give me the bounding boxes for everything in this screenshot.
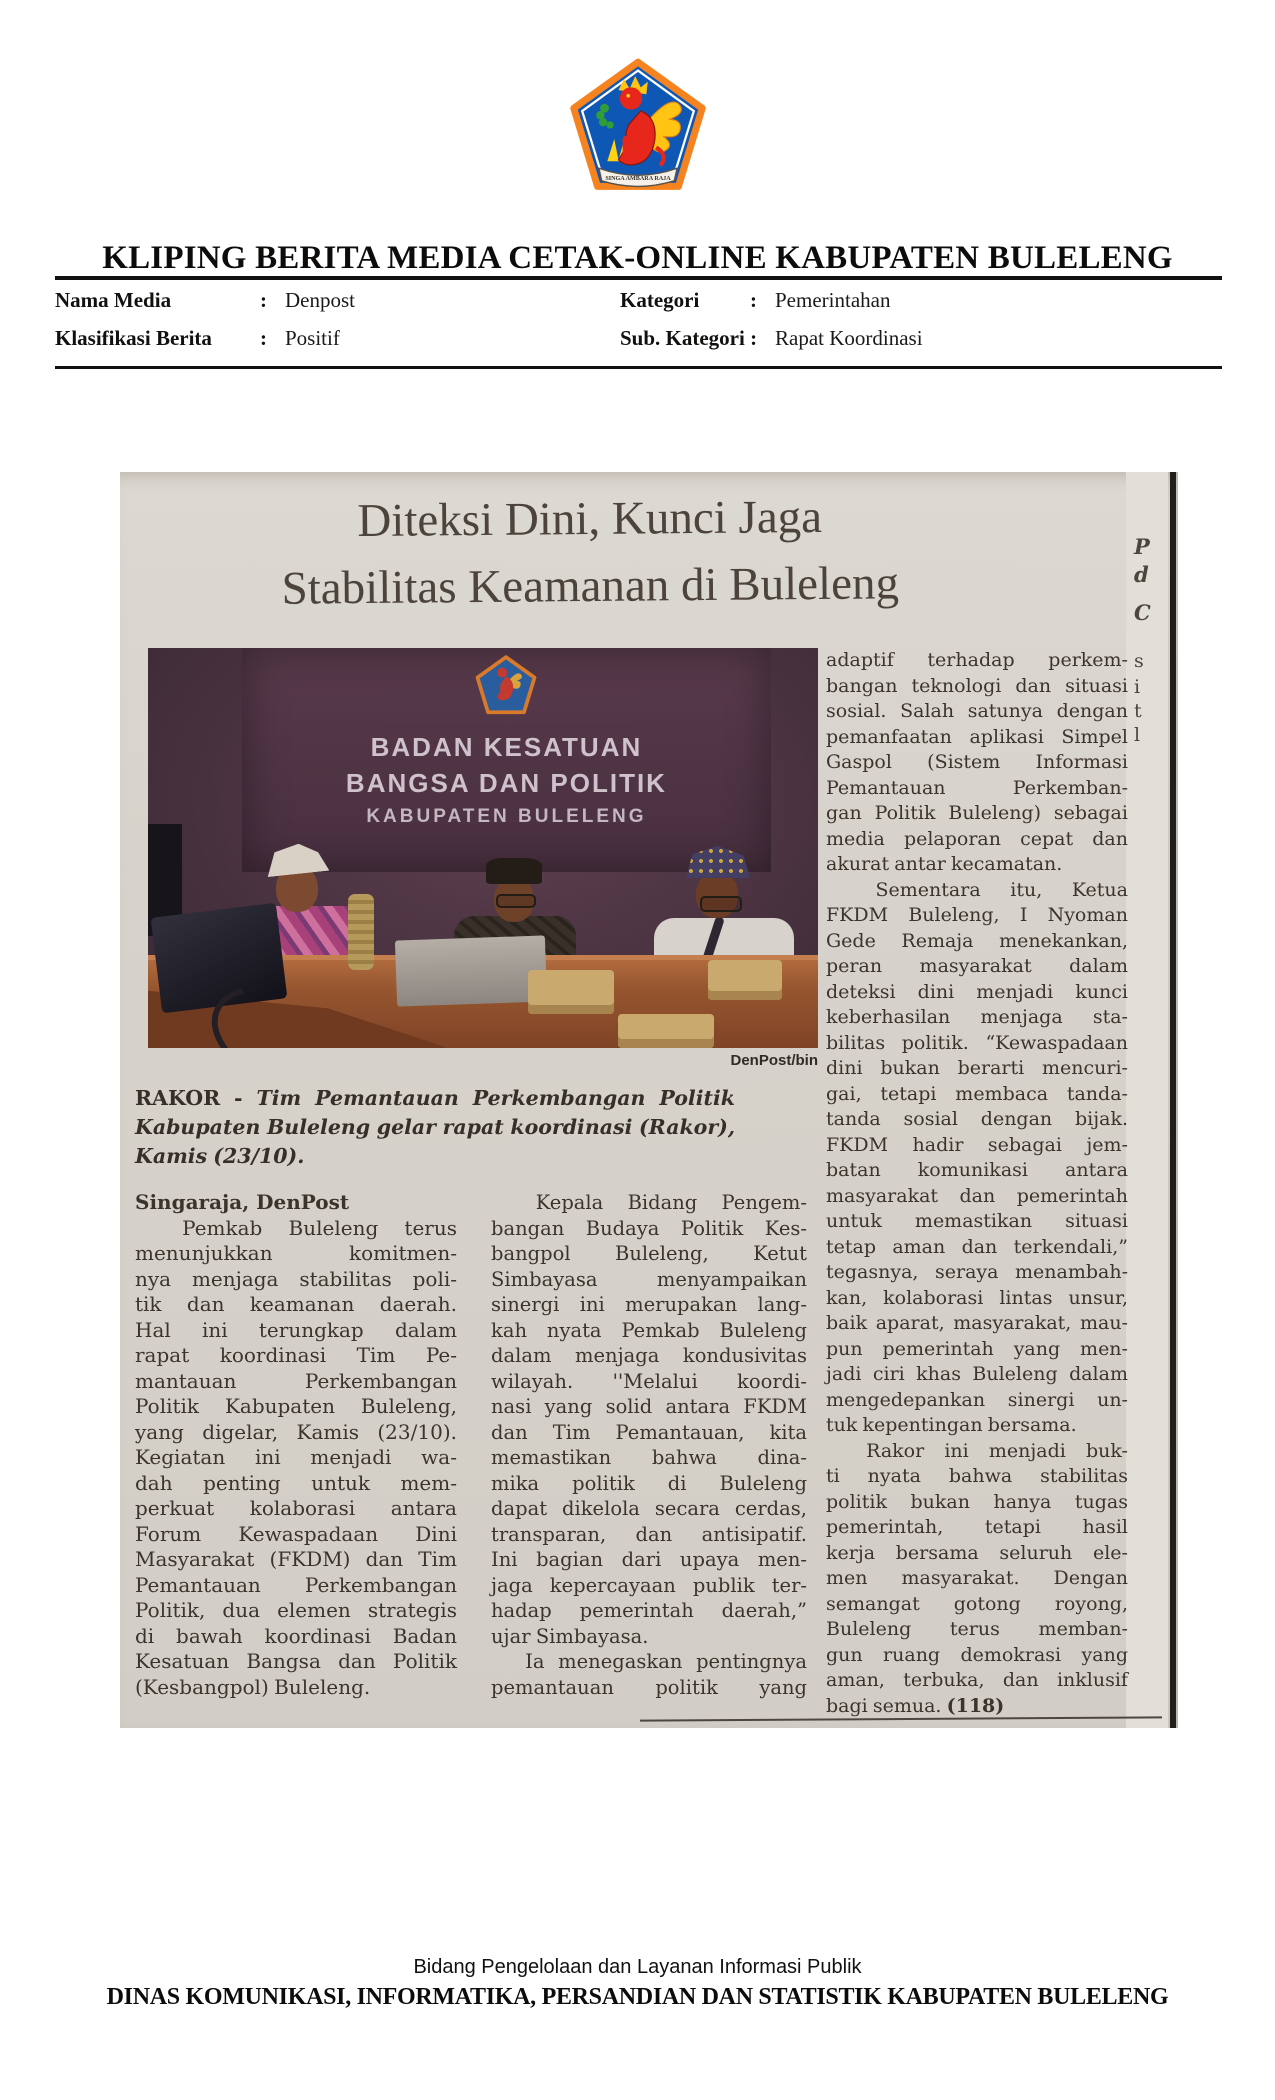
article-line: mika politik di Buleleng: [491, 1471, 807, 1495]
article-line: bangan Budaya Politik Kes-: [491, 1216, 807, 1240]
article-line: Ia menegaskan pentingnya: [525, 1650, 807, 1673]
article-column-3: [826, 648, 1128, 1719]
article-line: batan komunikasi antara: [826, 1159, 1128, 1181]
edge-text-fragment: P: [1134, 534, 1150, 559]
meta-colon: :: [260, 326, 267, 350]
photo-backdrop-sign: [242, 648, 771, 872]
laptop-center: [395, 935, 547, 1006]
seal-wrap: [0, 58, 1275, 197]
person-middle-udeng-headdress: [486, 858, 542, 884]
meta-colon: :: [260, 288, 267, 312]
article-line: Forum Kewaspadaan Dini: [135, 1521, 457, 1546]
article-line: dapat dikelola secara cerdas,: [491, 1497, 807, 1520]
article-line: kerja bersama seluruh ele-: [826, 1541, 1128, 1564]
photo-credit: DenPost/bin: [730, 1052, 818, 1069]
sign-text-line-1: BADAN KESATUAN: [370, 732, 643, 762]
article-line: sosial. Salah satunya dengan: [826, 700, 1128, 722]
article-line: Kesatuan Bangsa dan Politik: [135, 1649, 457, 1673]
edge-strip: [1126, 472, 1168, 1728]
article-line: hadap pemerintah daerah,”: [491, 1599, 807, 1622]
article-line: (Kesbangpol) Buleleng.: [135, 1674, 371, 1699]
meta-label-nama-media: Nama Media: [55, 288, 172, 312]
article-line: untuk memastikan situasi: [826, 1210, 1128, 1232]
article-line: tanda sosial dengan bijak.: [826, 1108, 1128, 1130]
article-line: tetap aman dan terkendali,”: [826, 1235, 1128, 1258]
article-line: baik aparat, masyarakat, mau-: [826, 1312, 1128, 1334]
edge-text-fragment: s: [1134, 650, 1144, 672]
article-line: mantauan Perkembangan: [135, 1368, 457, 1393]
edge-text-fragment: i: [1134, 676, 1141, 698]
article-line: Pemantauan Perkemban-: [826, 776, 1128, 799]
footer-unit-name: Bidang Pengelolaan dan Layanan Informasi Publik: [413, 1956, 862, 1978]
article-line: masyarakat dan pemerintah: [826, 1184, 1128, 1207]
article-line: di bawah koordinasi Badan: [135, 1623, 457, 1648]
article-line: akurat antar kecamatan.: [826, 853, 1063, 875]
article-line: bangan teknologi dan situasi: [826, 674, 1128, 697]
article-line: jadi ciri khas Buleleng dalam: [826, 1363, 1128, 1385]
gold-tumbler: [348, 894, 374, 970]
person-right-glasses: [700, 896, 742, 912]
edge-text-fragment: l: [1134, 724, 1141, 746]
article-end-rule: [640, 1716, 1162, 1721]
meta-value-klasifikasi: Positif: [285, 326, 340, 350]
article-line: Kepala Bidang Pengem-: [535, 1191, 807, 1214]
article-line: Masyarakat (FKDM) dan Tim: [135, 1547, 457, 1571]
article-line: peran masyarakat dalam: [826, 955, 1128, 977]
article-line: yang digelar, Kamis (23/10).: [135, 1419, 457, 1444]
meta-value-kategori: Pemerintahan: [775, 288, 891, 312]
tissue-box: [708, 960, 782, 1000]
sign-text-line-2: BANGSA DAN POLITIK: [345, 768, 667, 798]
article-line: Sementara itu, Ketua: [875, 878, 1128, 901]
article-line: jaga kepercayaan publik ter-: [491, 1573, 807, 1597]
article-column-1: [135, 1190, 457, 1700]
article-line: pun pemerintah yang men-: [826, 1337, 1128, 1360]
photo-caption: [135, 1084, 735, 1171]
caption-line: RAKOR - Tim Pemantauan Perkembangan Politik: [135, 1086, 735, 1110]
article-line: sinergi ini merupakan lang-: [491, 1293, 807, 1316]
article-headline: [119, 482, 1060, 624]
article-line: kah nyata Pemkab Buleleng: [491, 1318, 807, 1342]
article-line: Politik Kabupaten Buleleng,: [135, 1394, 457, 1418]
edge-text-fragment: C: [1134, 600, 1151, 625]
seal-banner-text: SINGA AMBARA RAJA: [604, 176, 671, 183]
article-line: wilayah. ''Melalui koordi-: [491, 1369, 807, 1393]
article-line: Gede Remaja menekankan,: [826, 929, 1128, 952]
article-line: ujar Simbayasa.: [491, 1624, 649, 1648]
header-divider-top: [55, 276, 1222, 280]
article-line: Pemkab Buleleng terus: [182, 1215, 457, 1240]
person-middle-glasses: [496, 894, 536, 908]
article-line: gan Politik Buleleng) sebagai: [826, 802, 1128, 824]
article-line: Gaspol (Sistem Informasi: [826, 751, 1128, 773]
article-line: memastikan bahwa dina-: [491, 1446, 807, 1469]
article-line: Pemantauan Perkembangan: [135, 1572, 457, 1597]
article-line: Simbayasa menyampaikan: [491, 1267, 807, 1291]
article-column-2: [491, 1190, 807, 1700]
article-line: Rakor ini menjadi buk-: [866, 1439, 1128, 1462]
article-line: mengedepankan sinergi un-: [826, 1388, 1128, 1411]
article-line: bangpol Buleleng, Ketut: [491, 1242, 807, 1265]
article-line: pemerintah, tetapi hasil: [826, 1516, 1128, 1538]
article-line: adaptif terhadap perkem-: [826, 649, 1128, 671]
meta-label-sub-kategori: Sub. Kategori :: [620, 326, 758, 350]
scan-edge-line: [1170, 472, 1176, 1728]
article-line: Buleleng terus memban-: [826, 1618, 1128, 1640]
article-line: perkuat kolaborasi antara: [135, 1496, 457, 1520]
article-line: pemanfaatan aplikasi Simpel: [826, 725, 1128, 748]
article-line: tuk kepentingan bersama.: [826, 1414, 1077, 1436]
article-line: dah penting untuk mem-: [135, 1470, 457, 1495]
article-line: FKDM hadir sebagai jem-: [826, 1133, 1128, 1156]
meta-value-nama-media: Denpost: [285, 288, 355, 312]
article-line: tik dan keamanan daerah.: [135, 1292, 457, 1316]
article-line: Politik, dua elemen strategis: [135, 1598, 457, 1622]
meta-label-kategori: Kategori: [620, 288, 700, 312]
article-line: keberhasilan menjaga sta-: [826, 1006, 1128, 1028]
tissue-box: [528, 970, 614, 1014]
article-line: bagi semua. (118): [826, 1694, 1005, 1717]
article-line: bilitas politik. “Kewaspadaan: [826, 1031, 1128, 1054]
edge-text-fragment: d: [1134, 562, 1149, 587]
document-title: KLIPING BERITA MEDIA CETAK-ONLINE KABUPATEN BULELENG: [102, 240, 1173, 277]
sign-text-line-3: KABUPATEN BULELENG: [366, 806, 647, 827]
article-line: Kegiatan ini menjadi wa-: [135, 1445, 457, 1469]
article-line: nya menjaga stabilitas poli-: [135, 1266, 457, 1291]
meta-colon: :: [750, 288, 757, 312]
article-line: transparan, dan antisipatif.: [491, 1522, 807, 1546]
article-line: dalam menjaga kondusivitas: [491, 1344, 807, 1367]
article-line: dini bukan berarti mencuri-: [826, 1057, 1128, 1079]
article-line: kan, kolaborasi lintas unsur,: [826, 1286, 1128, 1309]
article-line: Hal ini terungkap dalam: [135, 1317, 457, 1342]
article-dateline: Singaraja, DenPost: [135, 1190, 350, 1214]
article-line: deteksi dini menjadi kunci: [826, 980, 1128, 1003]
footer-agency-name: DINAS KOMUNIKASI, INFORMATIKA, PERSANDIAN DAN STATISTIK KABUPATEN BULELENG: [106, 1984, 1169, 2010]
meeting-photo: [148, 648, 818, 1048]
article-line: nasi yang solid antara FKDM: [491, 1395, 807, 1418]
newspaper-clipping: [120, 472, 1178, 1728]
article-line: media pelaporan cepat dan: [826, 827, 1128, 850]
headline-line-2: Stabilitas Keamanan di Buleleng: [281, 557, 900, 615]
meta-value-sub-kategori: Rapat Koordinasi: [775, 326, 923, 350]
article-line: men masyarakat. Dengan: [826, 1567, 1128, 1589]
article-line: pemantauan politik yang: [491, 1675, 807, 1699]
article-line: semangat gotong royong,: [826, 1592, 1128, 1615]
headline-line-1: Diteksi Dini, Kunci Jaga: [357, 490, 823, 548]
photo-sign-logo: [475, 652, 537, 718]
edge-text-fragment: t: [1134, 700, 1142, 722]
article-line: aman, terbuka, dan inklusif: [826, 1669, 1128, 1691]
caption-line: Kamis (23/10).: [135, 1144, 305, 1168]
article-line: politik bukan hanya tugas: [826, 1490, 1128, 1513]
header-divider-bottom: [55, 366, 1222, 369]
article-line: menunjukkan komitmen-: [135, 1241, 457, 1265]
article-line: tegasnya, seraya menambah-: [826, 1261, 1128, 1283]
tissue-box: [618, 1014, 714, 1048]
article-line: rapat koordinasi Tim Pe-: [135, 1343, 457, 1367]
article-line: gai, tetapi membaca tanda-: [826, 1082, 1128, 1105]
article-line: ti nyata bahwa stabilitas: [826, 1465, 1128, 1487]
article-line: FKDM Buleleng, I Nyoman: [826, 904, 1128, 926]
article-line: gun ruang demokrasi yang: [826, 1643, 1128, 1666]
meta-label-klasifikasi: Klasifikasi Berita: [55, 326, 212, 350]
article-line: Ini bagian dari upaya men-: [491, 1548, 807, 1571]
caption-line: Kabupaten Buleleng gelar rapat koordinasi (Rakor),: [135, 1115, 735, 1139]
buleleng-seal-logo: [568, 58, 708, 192]
article-line: dan Tim Pemantauan, kita: [491, 1420, 807, 1444]
